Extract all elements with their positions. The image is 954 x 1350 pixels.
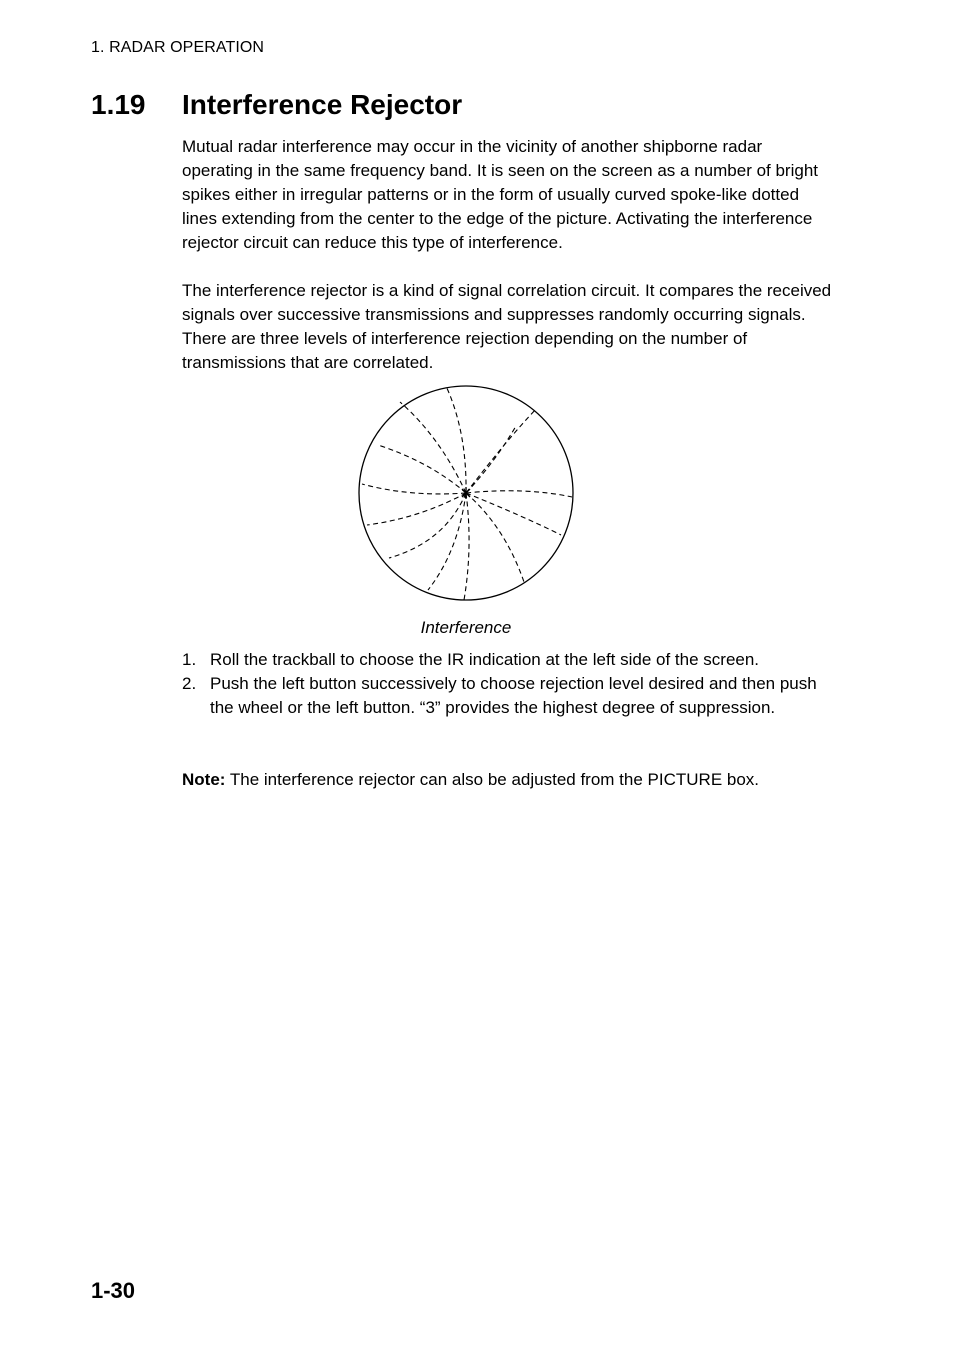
interference-spokes [362,386,572,600]
spoke [362,484,466,494]
section-heading [91,89,462,121]
paragraph-intro: Mutual radar interference may occur in the vicinity of another shipborne radar operating in the same frequency band. It is seen on the screen as a number of bright spikes either in irregular patterns or in the form of usually curved spoke-like dotted lines extending from the center to the edge of the picture. Activating the interference rejector circuit can reduce this type of interference. [182,137,818,252]
spoke [464,493,469,600]
section-number: 1.19 [91,89,146,120]
spoke [389,493,466,558]
note-label: Note: [182,770,226,789]
step-text: Push the left button successively to choose rejection level desired and then push the wheel or the left button. “3” provides the highest degree of suppression. [210,674,817,717]
spoke [466,409,536,493]
spoke [446,386,466,493]
step-text: Roll the trackball to choose the IR indication at the left side of the screen. [210,650,760,669]
note [182,768,862,792]
paragraph-correlation: The interference rejector is a kind of signal correlation circuit. It compares the received signals over successive transmissions and suppresses randomly occurring signals. There are three levels of interference rejection depending on the number of transmissions that are correlated. [182,281,832,372]
procedure-step [182,672,842,720]
procedure-step [182,648,842,672]
step-number: 1. [182,650,197,669]
spoke [378,445,466,493]
spoke [466,493,561,535]
page-number: 1-30 [91,1278,136,1303]
procedure-steps [182,648,842,720]
spoke [367,493,466,525]
step-number: 2. [182,674,197,693]
interference-figure [355,382,579,606]
note-text: The interference rejector can also be adjusted from the PICTURE box. [225,770,760,789]
spoke [466,493,524,582]
figure-caption: Interference [420,618,512,637]
spoke [466,491,572,497]
spoke [400,402,466,493]
section-title: Interference Rejector [182,89,463,120]
running-header: 1. RADAR OPERATION [91,39,265,56]
